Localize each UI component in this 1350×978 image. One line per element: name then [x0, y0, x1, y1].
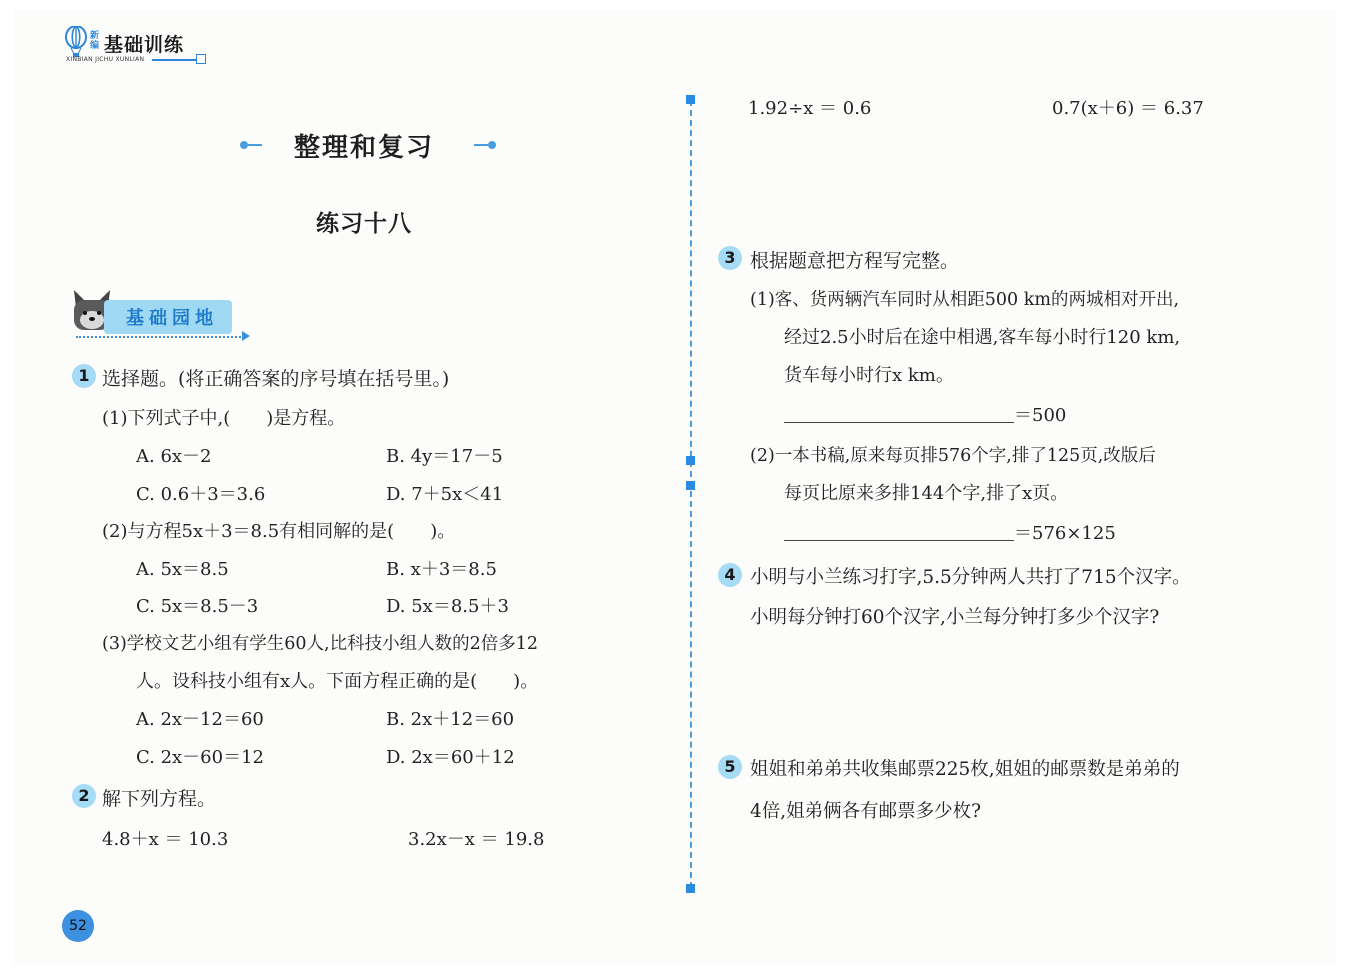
q5-line2: 4倍,姐弟俩各有邮票多少枚?	[750, 801, 982, 822]
brand-badge: 新编	[90, 31, 100, 51]
q1-part2-option-b[interactable]: B. x＋3＝8.5	[386, 559, 497, 580]
divider-marker	[686, 456, 695, 465]
brand-underline	[152, 59, 198, 61]
q1-part2-option-d[interactable]: D. 5x＝8.5＋3	[386, 596, 509, 617]
q1-part3-stem-line2: 人。设科技小组有x人。下面方程正确的是( )。	[136, 671, 539, 692]
q3-part1-answer-rhs: ＝500	[1014, 405, 1067, 426]
question-number-4: 4	[718, 563, 742, 587]
q3-title: 根据题意把方程写完整。	[750, 250, 960, 272]
question-number-3: 3	[718, 246, 742, 270]
q3-part2-line1: (2)一本书稿,原来每页排576个字,排了125页,改版后	[750, 446, 1156, 466]
q4-line2: 小明每分钟打60个汉字,小兰每分钟打多少个汉字?	[750, 607, 1160, 628]
q3-part1-blank[interactable]	[784, 404, 1014, 423]
page-title: 整理和复习	[294, 133, 435, 163]
q2-equation-4: 0.7(x＋6) ＝ 6.37	[1052, 98, 1204, 119]
balloon-logo-icon	[64, 26, 88, 58]
q2-equation-2: 3.2x－x ＝ 19.8	[408, 829, 545, 850]
q3-part2-blank[interactable]	[784, 522, 1014, 541]
heading-decoration-line	[248, 144, 262, 146]
q1-part2-option-a[interactable]: A. 5x＝8.5	[136, 559, 229, 580]
divider-marker	[686, 481, 695, 490]
question-number-2: 2	[72, 784, 96, 808]
q1-part2-option-c[interactable]: C. 5x＝8.5－3	[136, 596, 259, 617]
brand-title: 基础训练	[104, 34, 185, 56]
brand-subtitle: XINBIAN JICHU XUNLIAN	[66, 56, 145, 63]
question-number-5: 5	[718, 755, 742, 779]
q1-part1-stem: (1)下列式子中,( )是方程。	[102, 408, 346, 429]
q3-part1-line3: 货车每小时行x km。	[784, 365, 954, 386]
exercise-title: 练习十八	[316, 211, 412, 237]
q2-equation-1: 4.8＋x ＝ 10.3	[102, 829, 229, 850]
q3-part2-answer-line	[784, 519, 1116, 545]
page-divider	[690, 100, 692, 888]
q3-part2-line2: 每页比原来多排144个字,排了x页。	[784, 483, 1069, 504]
q1-part3-option-a[interactable]: A. 2x－12＝60	[136, 709, 264, 730]
q5-line1: 姐姐和弟弟共收集邮票225枚,姐姐的邮票数是弟弟的	[750, 759, 1180, 780]
q1-title: 选择题。(将正确答案的序号填在括号里。)	[102, 368, 450, 390]
page-number: 52	[62, 910, 94, 942]
divider-marker	[686, 95, 695, 104]
heading-decoration-dot	[240, 141, 248, 149]
heading-decoration-line	[474, 144, 488, 146]
q3-part1-line2: 经过2.5小时后在途中相遇,客车每小时行120 km,	[784, 327, 1181, 348]
q3-part1-line1: (1)客、货两辆汽车同时从相距500 km的两城相对开出,	[750, 290, 1180, 310]
q4-line1: 小明与小兰练习打字,5.5分钟两人共打了715个汉字。	[750, 567, 1191, 588]
heading-decoration-dot	[488, 141, 496, 149]
q1-part3-option-c[interactable]: C. 2x－60＝12	[136, 747, 264, 768]
section-arrow-icon	[242, 331, 250, 341]
divider-marker	[686, 884, 695, 893]
section-dotted-line	[76, 336, 244, 338]
q1-part1-option-b[interactable]: B. 4y＝17－5	[386, 446, 503, 467]
q2-title: 解下列方程。	[102, 788, 217, 810]
q2-equation-3: 1.92÷x ＝ 0.6	[748, 98, 872, 119]
q1-part1-option-c[interactable]: C. 0.6＋3＝3.6	[136, 484, 266, 505]
question-number-1: 1	[72, 364, 96, 388]
section-badge-label: 基础园地	[126, 308, 218, 329]
q1-part2-stem: (2)与方程5x＋3＝8.5有相同解的是( )。	[102, 521, 456, 542]
q1-part1-option-d[interactable]: D. 7＋5x＜41	[386, 484, 504, 505]
q1-part1-option-a[interactable]: A. 6x－2	[136, 446, 212, 467]
q1-part3-stem-line1: (3)学校文艺小组有学生60人,比科技小组人数的2倍多12	[102, 634, 539, 654]
q3-part2-answer-rhs: ＝576×125	[1014, 523, 1116, 544]
q1-part3-option-b[interactable]: B. 2x＋12＝60	[386, 709, 515, 730]
q1-part3-option-d[interactable]: D. 2x＝60＋12	[386, 747, 515, 768]
q3-part1-answer-line	[784, 401, 1066, 427]
brand-square	[196, 54, 206, 64]
